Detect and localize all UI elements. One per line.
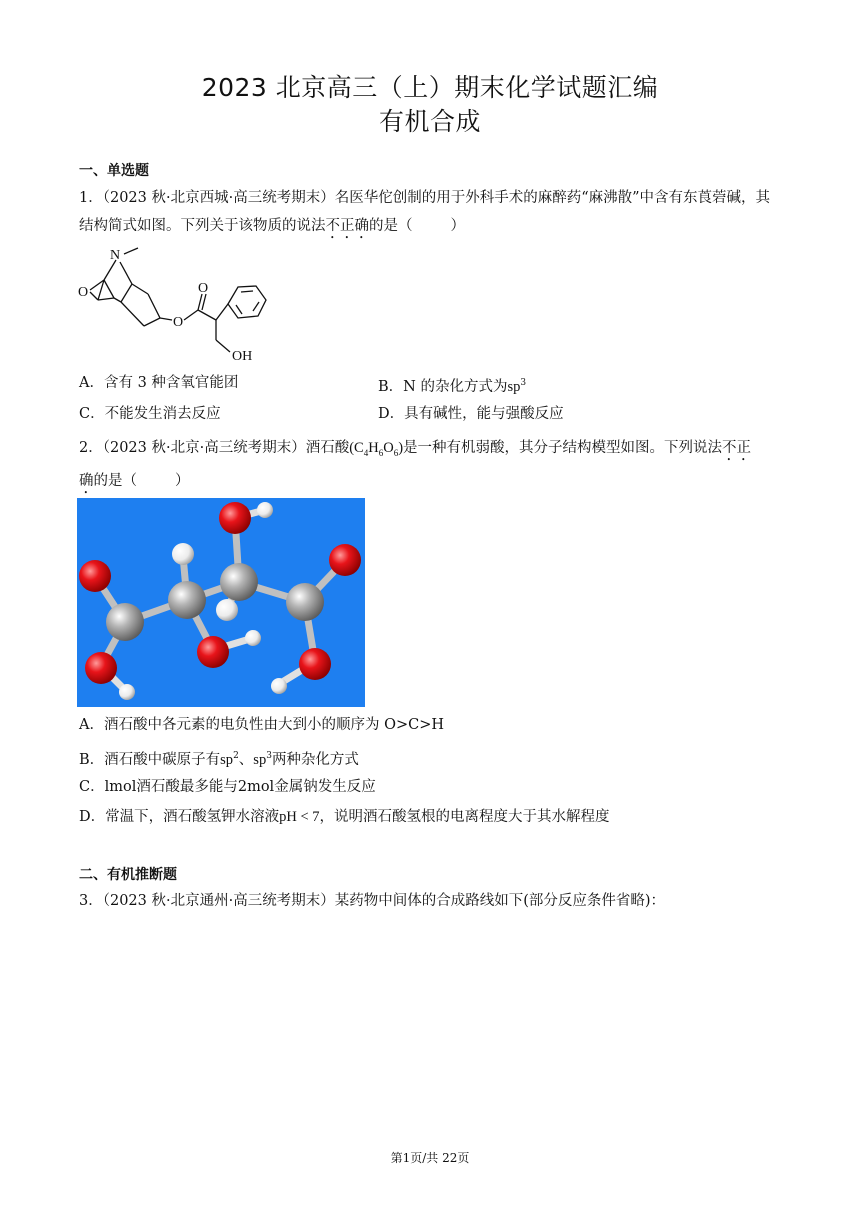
ester-oxygen-label: O	[173, 315, 184, 330]
hydrogen-atom	[216, 599, 238, 621]
question-1-option-b: B．N 的杂化方式为$sp^3$	[378, 378, 527, 395]
carbonyl-oxygen-label: O	[198, 281, 209, 296]
question-2-stem	[79, 434, 784, 497]
section-heading-single-choice: 一、单选题	[79, 163, 149, 179]
nitrogen-label: N	[110, 248, 121, 263]
question-2-option-b: B．酒石酸中碳原子有$sp^2$、$sp^3$两种杂化方式	[79, 751, 359, 768]
hydrogen-atom	[172, 543, 194, 565]
oxygen-atom	[85, 652, 117, 684]
hydrogen-atom	[245, 630, 261, 646]
document-subtitle: 有机合成	[378, 107, 481, 136]
carbon-atom	[106, 603, 144, 641]
emphasis-text: 不正确	[325, 218, 369, 234]
oxygen-atom	[197, 636, 229, 668]
hydrogen-atom	[119, 684, 135, 700]
page-number-footer: 第1页/共 22页	[390, 1151, 470, 1165]
hydrogen-atom	[257, 502, 273, 518]
question-2-option-a: A．酒石酸中各元素的电负性由大到小的顺序为 O>C>H	[79, 717, 445, 733]
carbon-atom	[220, 563, 258, 601]
tartaric-acid-ball-stick-model	[77, 498, 365, 707]
oxygen-atom	[219, 502, 251, 534]
question-1-option-d: D．具有碱性，能与强酸反应	[378, 406, 564, 422]
question-2-line-2: 确的是（ ）	[79, 472, 190, 489]
oxygen-atom	[299, 648, 331, 680]
epoxide-oxygen-label: O	[78, 285, 89, 300]
hydroxyl-label: OH	[232, 349, 253, 364]
question-1-line-1: 1．（2023 秋·北京西城·高三统考期末）名医华佗创制的用于外科手术的麻醉药“麻沸散”中含有东莨菪碱，其	[79, 190, 771, 206]
tartaric-acid-formula: $(C_4H_6O_6)$	[349, 440, 404, 458]
question-2-line-1: 2．（2023 秋·北京·高三统考期末）酒石酸$(C_4H_6O_6)$是一种有机弱酸，其分子结构模型如图。下列说法不正	[79, 440, 752, 458]
document-title: 2023 北京高三（上）期末化学试题汇编	[201, 73, 659, 102]
carbon-atom	[286, 583, 324, 621]
question-2-option-d: D．常温下，酒石酸氢钾水溶液pH < 7，说明酒石酸氢根的电离程度大于其水解程度	[79, 809, 610, 825]
question-1-option-c: C．不能发生消去反应	[79, 406, 221, 422]
question-1-option-a: A．含有 3 种含氧官能团	[79, 375, 239, 391]
oxygen-atom	[79, 560, 111, 592]
question-1-line-2: 结构简式如图。下列关于该物质的说法不正确的是（ ）	[79, 218, 465, 234]
hydrogen-atom	[271, 678, 287, 694]
question-1-stem	[79, 184, 784, 242]
oxygen-atom	[329, 544, 361, 576]
question-3-stem: 3．（2023 秋·北京通州·高三统考期末）某药物中间体的合成路线如下(部分反应条件省略)：	[79, 893, 666, 909]
section-heading-organic-inference: 二、有机推断题	[79, 867, 177, 883]
question-2-option-c: C．lmol酒石酸最多能与2mol金属钠发生反应	[79, 779, 376, 795]
carbon-atom	[168, 581, 206, 619]
scopolamine-structure-diagram	[76, 240, 306, 365]
